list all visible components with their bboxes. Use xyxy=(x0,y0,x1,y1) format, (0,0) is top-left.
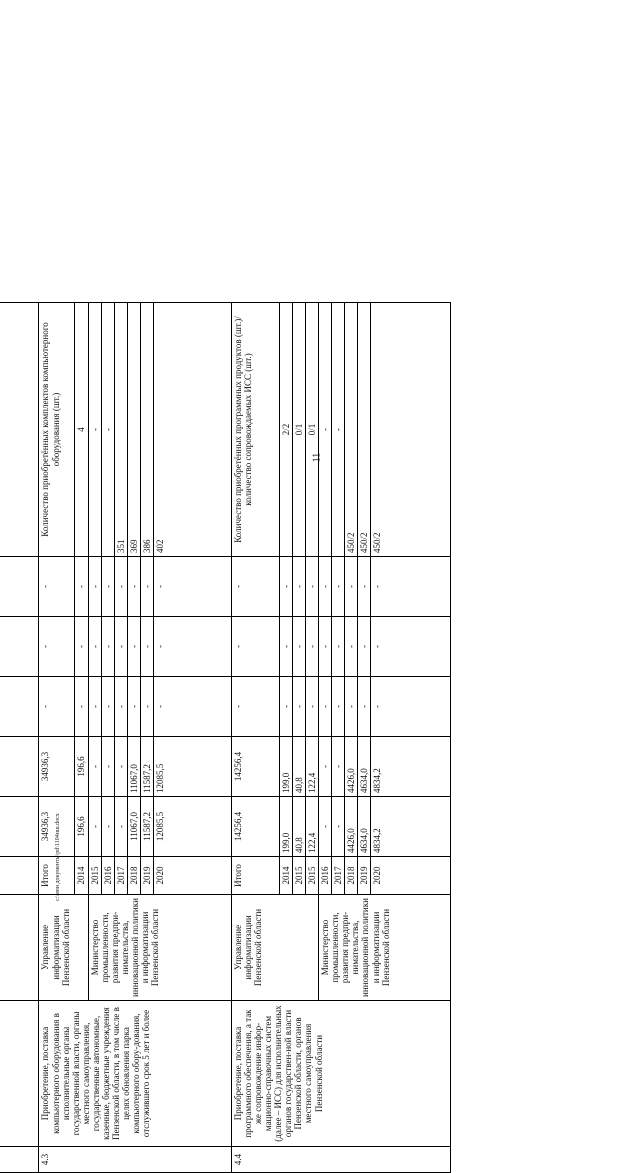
item-description xyxy=(0,1001,39,1147)
value-cell: - xyxy=(358,677,371,737)
indicator-cell: - xyxy=(101,303,114,557)
table-row-total xyxy=(231,303,279,1173)
value-cell: 40,8 xyxy=(293,797,306,857)
value-cell: - xyxy=(231,557,279,617)
indicator-cell: 2/2 xyxy=(279,303,292,557)
value-cell: - xyxy=(153,557,231,617)
value-cell: - xyxy=(140,677,153,737)
value-cell: - xyxy=(231,677,279,737)
page-number: 11 xyxy=(311,452,323,463)
year-cell: 2015 xyxy=(88,857,101,895)
value-cell: 11067,0 xyxy=(127,737,140,797)
year-cell: 2015 xyxy=(306,857,319,895)
value-cell: - xyxy=(345,677,358,737)
value-cell: - xyxy=(140,617,153,677)
value-cell: - xyxy=(75,617,88,677)
item-number: 4.4 xyxy=(231,1147,451,1173)
value-cell: 4634,0 xyxy=(358,737,371,797)
value-cell: - xyxy=(153,617,231,677)
value-cell: - xyxy=(127,617,140,677)
value-cell: 11067,0 xyxy=(127,797,140,857)
indicator-cell: - xyxy=(88,303,101,557)
value-cell: - xyxy=(140,557,153,617)
value-cell: 199,0 xyxy=(279,797,292,857)
value-cell: - xyxy=(127,557,140,617)
value-cell xyxy=(0,617,39,677)
executor-cell: Министерство промышленности, развития предпри-нимательства, инновационной политики и информатизации Пензенской области xyxy=(319,895,451,1001)
value-cell: - xyxy=(332,737,345,797)
year-cell: 2020 xyxy=(371,857,451,895)
table-body xyxy=(0,303,451,1173)
indicator-title: Количество приобретённых комплектов компьютерного оборудования (шт.) xyxy=(39,303,75,557)
value-cell: 122,4 xyxy=(306,737,319,797)
indicator-cell: 450/2 xyxy=(371,303,451,557)
value-cell xyxy=(0,797,39,857)
value-cell: 34936,3 xyxy=(39,737,75,797)
year-cell: 2017 xyxy=(114,857,127,895)
value-cell: 11587,2 xyxy=(140,737,153,797)
indicator-cell: 450/2 xyxy=(345,303,358,557)
value-cell: - xyxy=(88,737,101,797)
value-cell: - xyxy=(114,797,127,857)
indicator-cell: 450/2 xyxy=(358,303,371,557)
value-cell: - xyxy=(306,677,319,737)
value-cell: 40,8 xyxy=(293,737,306,797)
year-cell: 2017 xyxy=(332,857,345,895)
value-cell: - xyxy=(127,677,140,737)
year-cell: 2018 xyxy=(127,857,140,895)
value-cell: - xyxy=(75,677,88,737)
value-cell xyxy=(0,557,39,617)
value-cell: - xyxy=(114,617,127,677)
item-description: Приобретение, поставка программного обеспечения, а так же сопровождение инфор-мационно-справочных систем (далее – ИСС) для исполнительных органов государствен-ной власти Пензенской области, органов местного самоуправления Пензенской области xyxy=(231,1001,451,1147)
value-cell: 34936,3 xyxy=(39,797,75,857)
value-cell: - xyxy=(358,617,371,677)
value-cell: 14256,4 xyxy=(231,797,279,857)
value-cell: 4634,0 xyxy=(358,797,371,857)
value-cell: - xyxy=(114,557,127,617)
value-cell: - xyxy=(293,557,306,617)
item-number: 4.3 xyxy=(39,1147,231,1173)
value-cell: - xyxy=(39,617,75,677)
footer-file-path: c:\мои документы\pd\1104нш.docx xyxy=(55,813,61,901)
value-cell: - xyxy=(279,557,292,617)
indicator-cell: 0/1 xyxy=(306,303,319,557)
indicator-cell: - xyxy=(319,303,332,557)
value-cell: - xyxy=(114,677,127,737)
value-cell: - xyxy=(319,677,332,737)
item-number-cell xyxy=(0,1147,39,1173)
value-cell: - xyxy=(371,617,451,677)
executor-cell: Управление информатизации Пензенской области xyxy=(231,895,318,1001)
value-cell: - xyxy=(88,617,101,677)
value-cell: - xyxy=(101,617,114,677)
year-cell: 2016 xyxy=(101,857,114,895)
year-cell: 2018 xyxy=(345,857,358,895)
indicator-cell: 402 xyxy=(153,303,231,557)
indicator-cell: 351 xyxy=(114,303,127,557)
value-cell: 196,6 xyxy=(75,797,88,857)
indicator-cell: 0/1 xyxy=(293,303,306,557)
value-cell: - xyxy=(75,557,88,617)
indicator-cell: 4 xyxy=(75,303,88,557)
year-cell: 2014 xyxy=(75,857,88,895)
value-cell: 4834,2 xyxy=(371,737,451,797)
value-cell: - xyxy=(332,797,345,857)
executor-cell xyxy=(0,895,39,1001)
value-cell: 4426,0 xyxy=(345,797,358,857)
value-cell: - xyxy=(114,737,127,797)
year-cell: 2015 xyxy=(293,857,306,895)
value-cell: - xyxy=(345,557,358,617)
value-cell: 12085,5 xyxy=(153,737,231,797)
value-cell: - xyxy=(371,557,451,617)
value-cell: - xyxy=(306,557,319,617)
total-label: Итого xyxy=(39,857,75,895)
indicator-cell: 369 xyxy=(127,303,140,557)
value-cell: 4834,2 xyxy=(371,797,451,857)
value-cell: - xyxy=(231,617,279,677)
item-description: Приобретение, поставка компьютерного оборудования в исполнительные органы государственной власти, органы местного самоуправления, государственные автономные, казенные, бюджетные учреждения Пензенской области, в том числе в целях обновления парка компьютерного обору-дования, отслужившего срок 5 лет и более xyxy=(39,1001,231,1147)
rotated-table-container xyxy=(0,303,430,1173)
value-cell: - xyxy=(279,677,292,737)
year-cell xyxy=(0,857,39,895)
value-cell: - xyxy=(39,677,75,737)
program-table xyxy=(0,302,451,1173)
year-cell: 2019 xyxy=(358,857,371,895)
value-cell: - xyxy=(101,677,114,737)
value-cell: - xyxy=(88,557,101,617)
value-cell: - xyxy=(101,557,114,617)
value-cell: - xyxy=(306,617,319,677)
value-cell: - xyxy=(88,797,101,857)
indicator-title: Количество приобретённых программных продуктов (шт.)/ количество сопровождаемых ИСС (шт.) xyxy=(231,303,279,557)
value-cell: - xyxy=(319,797,332,857)
value-cell: 4426,0 xyxy=(345,737,358,797)
value-cell: 199,0 xyxy=(279,737,292,797)
value-cell: - xyxy=(293,617,306,677)
year-cell: 2016 xyxy=(319,857,332,895)
executor-cell: Управление информатизации Пензенской области xyxy=(39,895,88,1001)
value-cell: - xyxy=(345,617,358,677)
indicator-cell: 386 xyxy=(140,303,153,557)
value-cell xyxy=(0,737,39,797)
value-cell: 122,4 xyxy=(306,797,319,857)
table-row-total xyxy=(39,303,75,1173)
value-cell: 14256,4 xyxy=(231,737,279,797)
indicator-cell: - xyxy=(332,303,345,557)
value-cell: - xyxy=(332,677,345,737)
year-cell: 2019 xyxy=(140,857,153,895)
value-cell: 11587,2 xyxy=(140,797,153,857)
value-cell: - xyxy=(358,557,371,617)
value-cell: - xyxy=(293,677,306,737)
year-cell: 2020 xyxy=(153,857,231,895)
value-cell: - xyxy=(371,677,451,737)
value-cell: - xyxy=(332,617,345,677)
value-cell: - xyxy=(319,737,332,797)
executor-cell: Министерство промышленности, развития предпри-нимательства, инновационной политики и информатизации Пензенской области xyxy=(88,895,231,1001)
total-label: Итого xyxy=(231,857,279,895)
value-cell: 12085,5 xyxy=(153,797,231,857)
value-cell xyxy=(0,677,39,737)
value-cell: - xyxy=(101,797,114,857)
value-cell: - xyxy=(88,677,101,737)
value-cell: - xyxy=(319,557,332,617)
value-cell: - xyxy=(39,557,75,617)
value-cell: - xyxy=(319,617,332,677)
value-cell: - xyxy=(153,677,231,737)
value-cell: - xyxy=(332,557,345,617)
year-cell: 2014 xyxy=(279,857,292,895)
value-cell: 196,6 xyxy=(75,737,88,797)
value-cell: - xyxy=(101,737,114,797)
indicator-cell xyxy=(0,303,39,557)
value-cell: - xyxy=(279,617,292,677)
